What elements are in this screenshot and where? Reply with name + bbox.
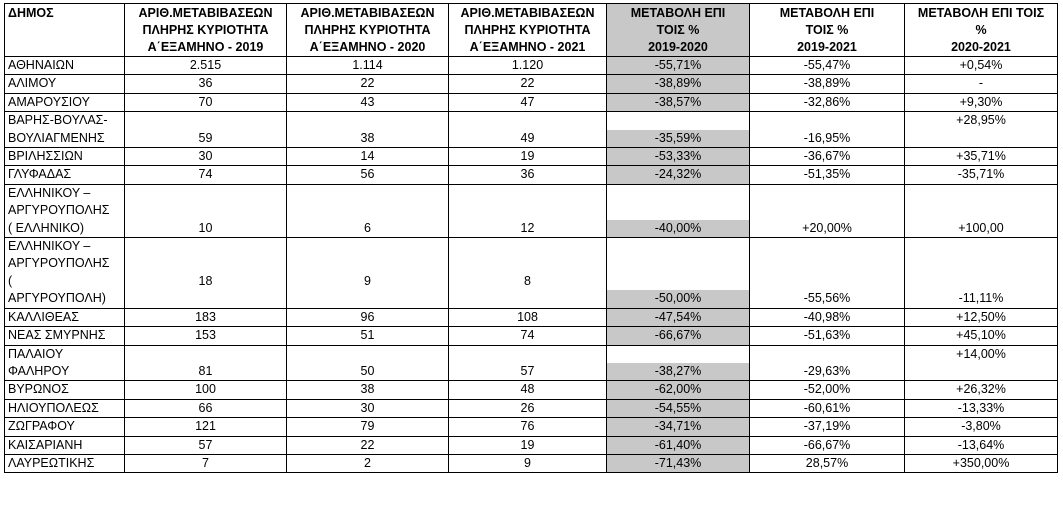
change-2019-2020-cell: [607, 238, 750, 309]
change-2020-2021-cell: +0,54%: [905, 57, 1058, 75]
transfers-2021-cell: 74: [449, 327, 607, 345]
change-2019-2020-cell: [607, 184, 750, 237]
municipality-cell: ΒΡΙΛΗΣΣΙΩΝ: [5, 148, 125, 166]
change-2019-2020-value: -35,59%: [607, 130, 749, 147]
transfers-2021-cell: 8: [449, 238, 607, 309]
change-2020-2021-cell: -: [905, 75, 1058, 93]
table-row: [5, 184, 1058, 237]
transfers-2020-cell: 38: [287, 112, 449, 148]
change-2019-2021-cell: -38,89%: [750, 75, 905, 93]
header-row: [5, 4, 1058, 57]
transfers-2021-cell: 76: [449, 418, 607, 436]
header-transfers-2019: ΑΡΙΘ.ΜΕΤΑΒΙΒΑΣΕΩΝ ΠΛΗΡΗΣ ΚΥΡΙΟΤΗΤΑ Α΄ΕΞΑΜΗΝΟ - 2019: [125, 4, 287, 57]
table-row: [5, 75, 1058, 93]
transfers-2021-cell: 1.120: [449, 57, 607, 75]
municipality-cell: ΝΕΑΣ ΣΜΥΡΝΗΣ: [5, 327, 125, 345]
transfers-2020-cell: 9: [287, 238, 449, 309]
transfers-2020-cell: 56: [287, 166, 449, 184]
transfers-2020-cell: 96: [287, 308, 449, 326]
transfers-2020-cell: 22: [287, 75, 449, 93]
transfers-2021-cell: 48: [449, 381, 607, 399]
transfers-2021-cell: 12: [449, 184, 607, 237]
change-2019-2020-cell: [607, 436, 750, 454]
municipality-cell: ΒΑΡΗΣ-ΒΟΥΛΑΣ- ΒΟΥΛΙΑΓΜΕΝΗΣ: [5, 112, 125, 148]
transfers-2020-cell: 14: [287, 148, 449, 166]
change-2019-2020-cell: [607, 112, 750, 148]
change-2020-2021-cell: +100,00: [905, 184, 1058, 237]
transfers-2021-cell: 49: [449, 112, 607, 148]
change-2019-2020-cell: [607, 75, 750, 93]
change-2020-2021-cell: +28,95%: [905, 112, 1058, 148]
transfers-2020-cell: 79: [287, 418, 449, 436]
change-2019-2020-value: -34,71%: [607, 418, 749, 435]
municipality-cell: ΛΑΥΡΕΩΤΙΚΗΣ: [5, 454, 125, 472]
header-municipality: ΔΗΜΟΣ: [5, 4, 125, 57]
change-2020-2021-cell: +350,00%: [905, 454, 1058, 472]
table-row: [5, 345, 1058, 381]
header-change-2020-2021: ΜΕΤΑΒΟΛΗ ΕΠΙ ΤΟΙΣ % 2020-2021: [905, 4, 1058, 57]
change-2019-2021-cell: -55,56%: [750, 238, 905, 309]
transfers-2019-cell: 183: [125, 308, 287, 326]
change-2019-2020-cell: [607, 93, 750, 111]
transfers-2021-cell: 47: [449, 93, 607, 111]
change-2020-2021-cell: -11,11%: [905, 238, 1058, 309]
change-2020-2021-cell: +45,10%: [905, 327, 1058, 345]
transfers-2020-cell: 30: [287, 399, 449, 417]
table-row: [5, 327, 1058, 345]
municipality-cell: ΕΛΛΗΝΙΚΟΥ – ΑΡΓΥΡΟΥΠΟΛΗΣ ( ΕΛΛΗΝΙΚΟ): [5, 184, 125, 237]
change-2019-2020-cell: [607, 57, 750, 75]
transfers-2019-cell: 57: [125, 436, 287, 454]
table-row: [5, 381, 1058, 399]
municipality-cell: ΠΑΛΑΙΟΥ ΦΑΛΗΡΟΥ: [5, 345, 125, 381]
change-2019-2021-cell: -36,67%: [750, 148, 905, 166]
table-body: [5, 57, 1058, 473]
change-2019-2021-cell: -60,61%: [750, 399, 905, 417]
municipality-cell: ΕΛΛΗΝΙΚΟΥ – ΑΡΓΥΡΟΥΠΟΛΗΣ ( ΑΡΓΥΡΟΥΠΟΛΗ): [5, 238, 125, 309]
table-row: [5, 112, 1058, 148]
municipality-cell: ΑΜΑΡΟΥΣΙΟΥ: [5, 93, 125, 111]
transfers-2021-cell: 108: [449, 308, 607, 326]
transfers-2020-cell: 22: [287, 436, 449, 454]
change-2020-2021-cell: -3,80%: [905, 418, 1058, 436]
change-2019-2021-cell: 28,57%: [750, 454, 905, 472]
change-2019-2020-value: -38,57%: [607, 94, 749, 111]
change-2019-2021-cell: -37,19%: [750, 418, 905, 436]
municipality-cell: ΑΘΗΝΑΙΩΝ: [5, 57, 125, 75]
transfers-2021-cell: 9: [449, 454, 607, 472]
change-2019-2020-cell: [607, 345, 750, 381]
table-row: [5, 238, 1058, 309]
transfers-2021-cell: 22: [449, 75, 607, 93]
change-2019-2020-value: -38,89%: [607, 75, 749, 92]
municipality-cell: ΑΛΙΜΟΥ: [5, 75, 125, 93]
transfers-2019-cell: 36: [125, 75, 287, 93]
transfers-2021-cell: 57: [449, 345, 607, 381]
table-row: [5, 166, 1058, 184]
header-transfers-2020: ΑΡΙΘ.ΜΕΤΑΒΙΒΑΣΕΩΝ ΠΛΗΡΗΣ ΚΥΡΙΟΤΗΤΑ Α΄ΕΞΑΜΗΝΟ - 2020: [287, 4, 449, 57]
change-2019-2020-cell: [607, 308, 750, 326]
transfers-2019-cell: 18: [125, 238, 287, 309]
change-2020-2021-cell: +12,50%: [905, 308, 1058, 326]
transfers-2021-cell: 36: [449, 166, 607, 184]
transfers-2019-cell: 121: [125, 418, 287, 436]
table-row: [5, 308, 1058, 326]
change-2019-2021-cell: -66,67%: [750, 436, 905, 454]
change-2019-2021-cell: +20,00%: [750, 184, 905, 237]
transfers-2020-cell: 1.114: [287, 57, 449, 75]
change-2020-2021-cell: -13,33%: [905, 399, 1058, 417]
transfers-2020-cell: 2: [287, 454, 449, 472]
municipality-cell: ΒΥΡΩΝΟΣ: [5, 381, 125, 399]
change-2019-2021-cell: -32,86%: [750, 93, 905, 111]
change-2019-2020-value: -40,00%: [607, 220, 749, 237]
transfers-2019-cell: 59: [125, 112, 287, 148]
change-2019-2021-cell: -29,63%: [750, 345, 905, 381]
change-2019-2020-value: -62,00%: [607, 381, 749, 398]
change-2020-2021-cell: -35,71%: [905, 166, 1058, 184]
header-transfers-2021: ΑΡΙΘ.ΜΕΤΑΒΙΒΑΣΕΩΝ ΠΛΗΡΗΣ ΚΥΡΙΟΤΗΤΑ Α΄ΕΞΑΜΗΝΟ - 2021: [449, 4, 607, 57]
transfers-2019-cell: 7: [125, 454, 287, 472]
change-2019-2021-cell: -55,47%: [750, 57, 905, 75]
change-2019-2021-cell: -16,95%: [750, 112, 905, 148]
transfers-2019-cell: 153: [125, 327, 287, 345]
change-2019-2021-cell: -40,98%: [750, 308, 905, 326]
change-2019-2021-cell: -51,35%: [750, 166, 905, 184]
transfers-2019-cell: 74: [125, 166, 287, 184]
change-2019-2020-value: -50,00%: [607, 290, 749, 307]
header-change-2019-2021: ΜΕΤΑΒΟΛΗ ΕΠΙ ΤΟΙΣ % 2019-2021: [750, 4, 905, 57]
change-2019-2020-cell: [607, 399, 750, 417]
change-2019-2020-value: -54,55%: [607, 400, 749, 417]
municipality-cell: ΗΛΙΟΥΠΟΛΕΩΣ: [5, 399, 125, 417]
change-2019-2020-value: -66,67%: [607, 327, 749, 344]
change-2020-2021-cell: +9,30%: [905, 93, 1058, 111]
transfers-2019-cell: 10: [125, 184, 287, 237]
change-2019-2020-value: -61,40%: [607, 437, 749, 454]
transfers-2019-cell: 81: [125, 345, 287, 381]
change-2019-2020-value: -24,32%: [607, 166, 749, 183]
transfers-2020-cell: 43: [287, 93, 449, 111]
change-2019-2020-cell: [607, 454, 750, 472]
municipality-cell: ΚΑΙΣΑΡΙΑΝΗ: [5, 436, 125, 454]
transfers-table: [4, 3, 1058, 473]
transfers-2019-cell: 30: [125, 148, 287, 166]
municipality-cell: ΚΑΛΛΙΘΕΑΣ: [5, 308, 125, 326]
change-2019-2021-cell: -52,00%: [750, 381, 905, 399]
table-row: [5, 418, 1058, 436]
transfers-2019-cell: 100: [125, 381, 287, 399]
municipality-cell: ΓΛΥΦΑΔΑΣ: [5, 166, 125, 184]
table-row: [5, 454, 1058, 472]
change-2019-2020-cell: [607, 327, 750, 345]
transfers-2019-cell: 66: [125, 399, 287, 417]
change-2020-2021-cell: +35,71%: [905, 148, 1058, 166]
transfers-2019-cell: 70: [125, 93, 287, 111]
transfers-2020-cell: 51: [287, 327, 449, 345]
table-row: [5, 399, 1058, 417]
change-2019-2020-cell: [607, 381, 750, 399]
change-2019-2020-cell: [607, 418, 750, 436]
change-2019-2020-value: -53,33%: [607, 148, 749, 165]
transfers-2020-cell: 6: [287, 184, 449, 237]
transfers-2021-cell: 19: [449, 436, 607, 454]
change-2020-2021-cell: -13,64%: [905, 436, 1058, 454]
change-2019-2021-cell: -51,63%: [750, 327, 905, 345]
transfers-2020-cell: 50: [287, 345, 449, 381]
transfers-2021-cell: 26: [449, 399, 607, 417]
change-2019-2020-value: -55,71%: [607, 57, 749, 74]
change-2020-2021-cell: +26,32%: [905, 381, 1058, 399]
transfers-2019-cell: 2.515: [125, 57, 287, 75]
change-2019-2020-value: -71,43%: [607, 455, 749, 472]
change-2019-2020-value: -47,54%: [607, 309, 749, 326]
change-2019-2020-cell: [607, 148, 750, 166]
transfers-2020-cell: 38: [287, 381, 449, 399]
table-row: [5, 148, 1058, 166]
change-2019-2020-cell: [607, 166, 750, 184]
municipality-cell: ΖΩΓΡΑΦΟΥ: [5, 418, 125, 436]
header-change-2019-2020: ΜΕΤΑΒΟΛΗ ΕΠΙ ΤΟΙΣ % 2019-2020: [607, 4, 750, 57]
change-2020-2021-cell: +14,00%: [905, 345, 1058, 381]
change-2019-2020-value: -38,27%: [607, 363, 749, 380]
table-row: [5, 57, 1058, 75]
transfers-2021-cell: 19: [449, 148, 607, 166]
table-row: [5, 93, 1058, 111]
table-row: [5, 436, 1058, 454]
